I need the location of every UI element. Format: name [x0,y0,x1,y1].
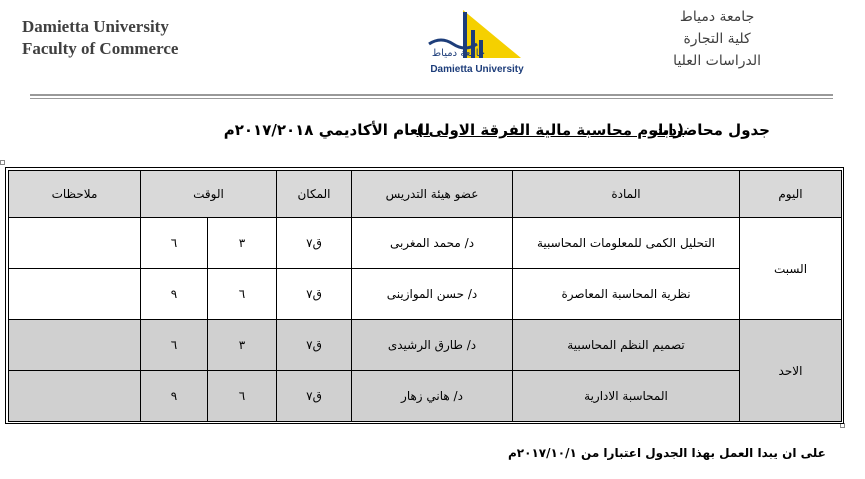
header-instructor: عضو هيئة التدريس [352,171,513,218]
time-to-cell: ٩ [141,371,208,422]
header-divider-thin [30,98,833,99]
university-name-en: Damietta University [22,17,169,36]
place-cell: ق٧ [277,320,352,371]
arabic-header [673,6,761,72]
schedule-title [60,121,770,145]
header-day: اليوم [740,171,842,218]
header-notes: ملاحظات [9,171,141,218]
time-from-cell: ٦ [208,371,277,422]
notes-cell [9,371,141,422]
time-from-cell: ٦ [208,269,277,320]
title-part-year: للعام الأكاديمي ٢٠١٧/٢٠١٨م [223,121,430,139]
day-cell: الاحد [740,320,842,422]
day-cell: السبت [740,218,842,320]
time-to-cell: ٦ [141,320,208,371]
subject-cell: المحاسبة الادارية [513,371,740,422]
subject-cell: نظرية المحاسبة المعاصرة [513,269,740,320]
place-cell: ق٧ [277,269,352,320]
logo-text-ar: جامعة دمياط [431,48,485,59]
english-header [22,16,178,60]
time-to-cell: ٦ [141,218,208,269]
footer-note: على ان يبدا العمل بهذا الجدول اعتبارا من ٢٠١٧/١٠/١م [508,446,826,460]
notes-cell [9,320,141,371]
header-divider [30,94,833,96]
subject-cell: التحليل الكمى للمعلومات المحاسبية [513,218,740,269]
schedule-table-frame [5,167,844,424]
instructor-cell: د/ محمد المغربى [352,218,513,269]
faculty-name-en: Faculty of Commerce [22,39,179,58]
department-name-ar: الدراسات العليا [673,53,761,69]
time-from-cell: ٣ [208,320,277,371]
table-row [9,218,842,269]
title-part-program: (دبلوم محاسبة مالية الفرقة الاولى ) [416,121,684,139]
header-subject: المادة [513,171,740,218]
instructor-cell: د/ طارق الرشيدى [352,320,513,371]
table-header-row [9,171,842,218]
header-place: المكان [277,171,352,218]
notes-cell [9,269,141,320]
subject-cell: تصميم النظم المحاسبية [513,320,740,371]
time-from-cell: ٣ [208,218,277,269]
table-row [9,320,842,371]
notes-cell [9,218,141,269]
schedule-table [8,170,842,422]
instructor-cell: د/ حسن الموازينى [352,269,513,320]
logo-text-en: Damietta University [430,64,524,75]
university-name-ar: جامعة دمياط [679,9,755,25]
title-part-schedule: جدول محاضرات [653,121,770,139]
place-cell: ق٧ [277,218,352,269]
table-row [9,269,842,320]
instructor-cell: د/ هاني زهار [352,371,513,422]
time-to-cell: ٩ [141,269,208,320]
faculty-name-ar: كلية التجارة [683,31,751,47]
table-row [9,371,842,422]
header-time: الوقت [141,171,277,218]
table-anchor-marker [0,160,5,165]
place-cell: ق٧ [277,371,352,422]
